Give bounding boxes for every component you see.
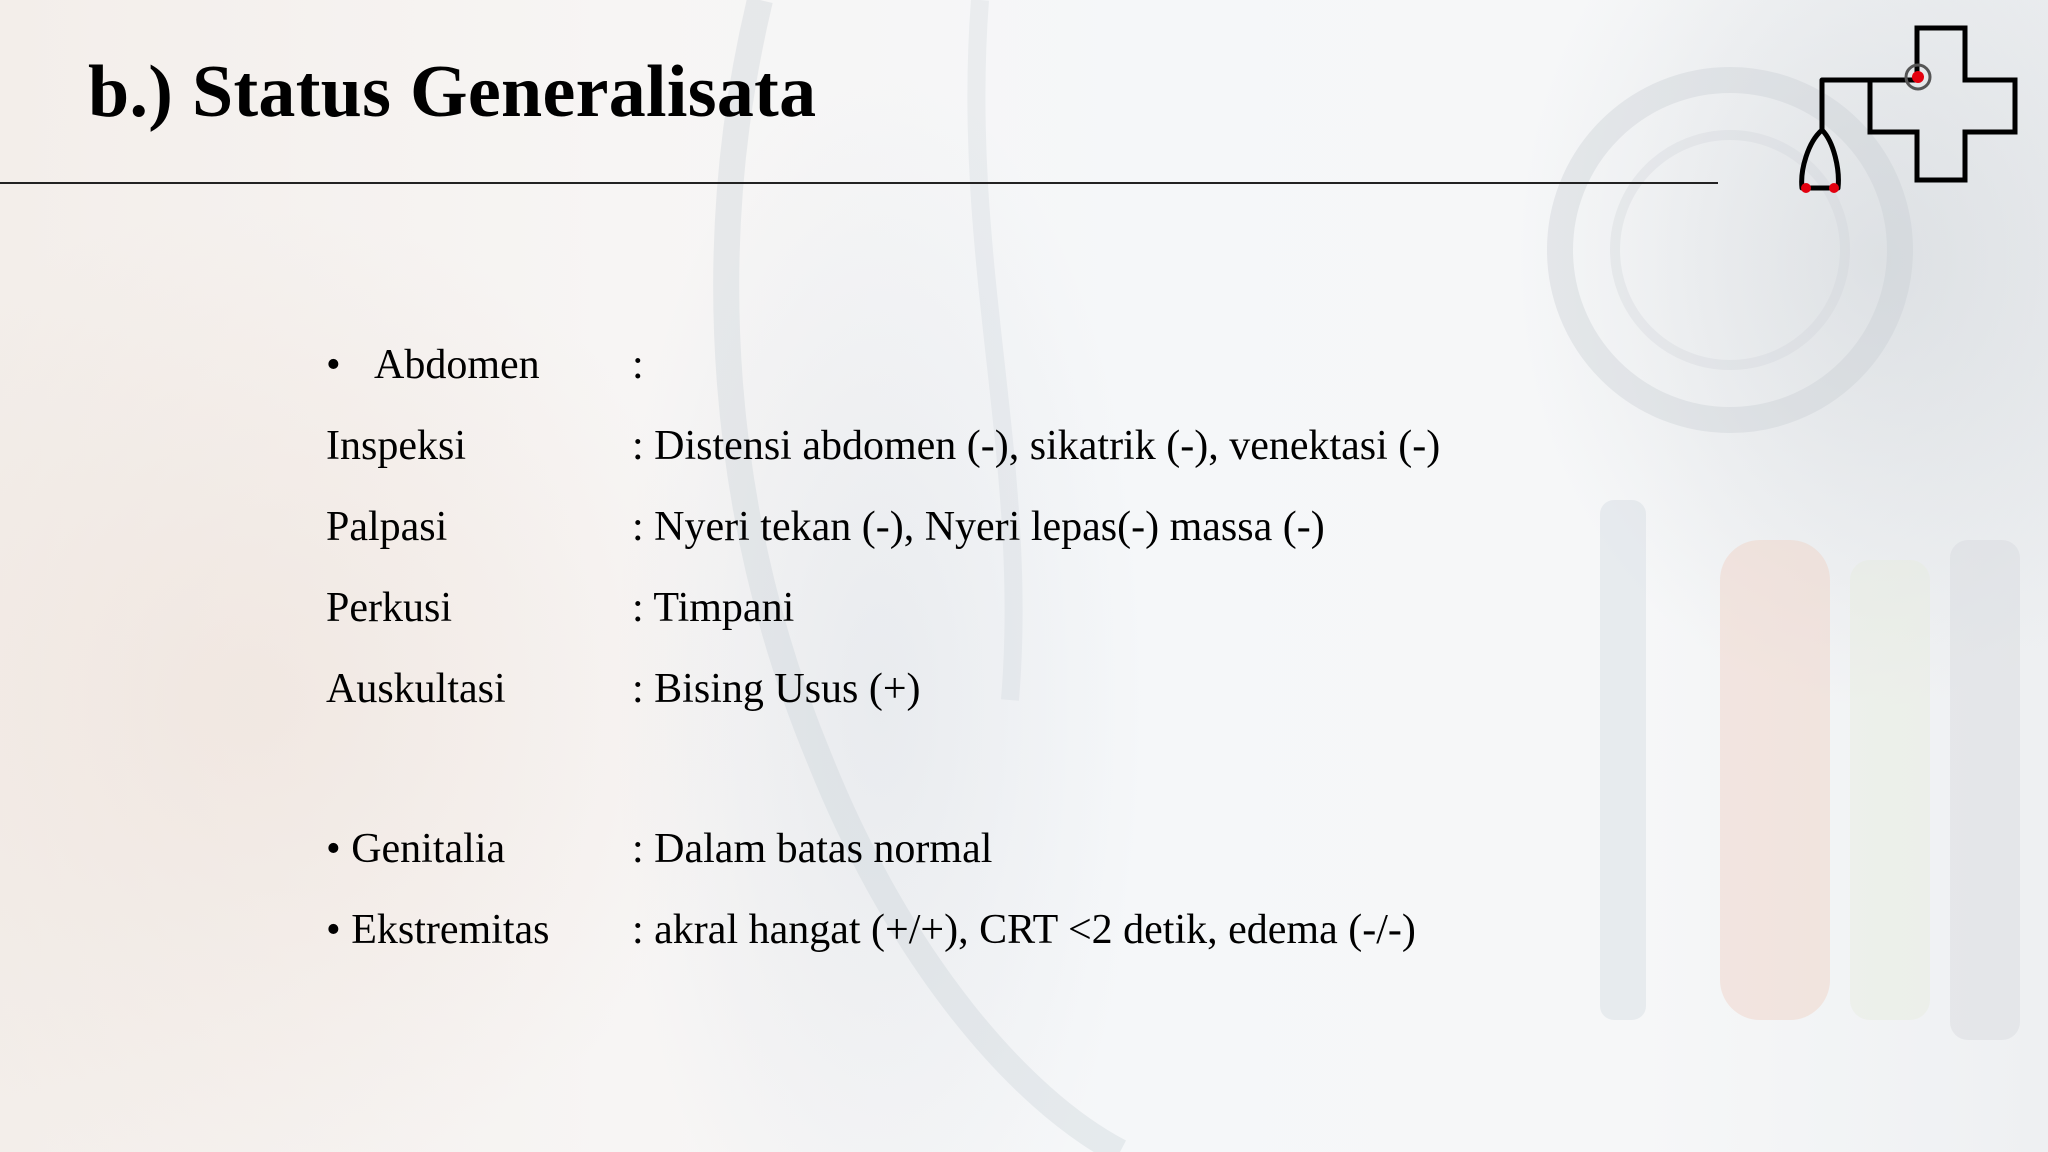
auskultasi-label: Auskultasi — [326, 666, 506, 712]
abdomen-label: Abdomen — [374, 342, 540, 388]
inspeksi-value: : Distensi abdomen (-), sikatrik (-), venektasi (-) — [632, 423, 1441, 469]
bullet: • — [326, 342, 341, 388]
genitalia-label: • Genitalia — [326, 826, 506, 872]
ekstremitas-label: • Ekstremitas — [326, 907, 550, 953]
slide-title: b.) Status Generalisata — [88, 51, 817, 133]
title-divider — [0, 182, 1718, 184]
abdomen-value: : — [632, 342, 644, 388]
genitalia-value: : Dalam batas normal — [632, 826, 993, 872]
perkusi-label: Perkusi — [326, 585, 452, 631]
auskultasi-value: : Bising Usus (+) — [632, 666, 921, 712]
perkusi-value: : Timpani — [632, 585, 795, 631]
inspeksi-label: Inspeksi — [326, 423, 466, 469]
stethoscope-cross-icon — [1790, 22, 2026, 200]
palpasi-label: Palpasi — [326, 504, 448, 550]
palpasi-value: : Nyeri tekan (-), Nyeri lepas(-) massa (-) — [632, 504, 1325, 550]
ekstremitas-value: : akral hangat (+/+), CRT <2 detik, edema (-/-) — [632, 907, 1416, 953]
